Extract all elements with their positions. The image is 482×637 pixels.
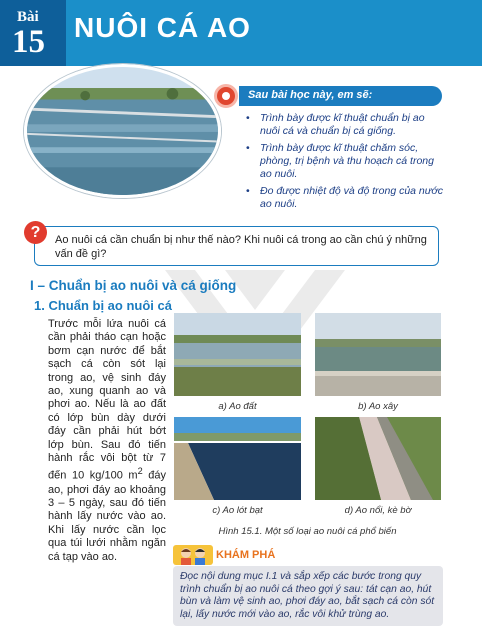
lesson-number: 15 [12, 24, 45, 60]
objective-item: • Đo được nhiệt độ và độ trong của nước ao nuôi. [246, 185, 444, 211]
hero-fish-pond-photo [24, 64, 221, 198]
figure-d-caption: d) Ao nổi, kè bờ [344, 505, 412, 516]
figure-b-caption: b) Ao xây [358, 401, 398, 412]
target-icon [214, 84, 238, 108]
explore-task-text: Đọc nội dung mục I.1 và sắp xếp các bước trong quy trình chuẩn bị ao nuôi cá theo gợi ý sau: tát cạn ao, hút bùn và làm vệ sinh ao, phơi đáy ao, bắt sạch cá còn sót lại, lấy nước mới vào ao, rắc vôi khử trùng ao. [180, 571, 435, 620]
objectives-list [246, 112, 444, 215]
unit-superscript: 2 [137, 466, 143, 477]
question-mark-icon: ? [24, 221, 47, 244]
body-text-part-1: Trước mỗi lứa nuôi cá cần phải tháo cạn hoặc bơm cạn nước để bắt sạch cá còn sót lại trong ao, vệ sinh đáy ao, xung quanh ao và phơi ao. Nếu là ao đất có lớp bùn dày dưới đáy cần phải hút bớt lớp bùn. Sau đó tiến hành rắc vôi bột từ 7 đến 10 kg/100 m [48, 318, 166, 483]
explore-label: KHÁM PHÁ [216, 549, 276, 561]
body-text-part-2: đáy ao, phơi đáy ao khoảng 3 – 5 ngày, sau đó tiến hành lấy nước vào ao. Khi lấy nước cần lọc qua túi lưới nhằm ngăn cá tạp vào ao. [48, 470, 167, 563]
objectives-heading-bar [239, 86, 442, 106]
subsection-heading: 1. Chuẩn bị ao nuôi cá [34, 298, 172, 313]
figure-c-caption: c) Ao lót bạt [212, 505, 263, 516]
figure-concrete-pond-photo [315, 313, 441, 396]
figure-raised-embankment-pond-photo [315, 417, 441, 500]
figure-lined-pond-photo [174, 417, 301, 500]
question-text: Ao nuôi cá cần chuẩn bị như thế nào? Khi nuôi cá trong ao cần chú ý những vấn đề gì? [55, 234, 427, 260]
body-paragraph [48, 318, 166, 564]
lesson-title: NUÔI CÁ AO [74, 12, 251, 43]
figure-earthen-pond-photo [174, 313, 301, 396]
objectives-heading: Sau bài học này, em sẽ: [248, 89, 373, 101]
objective-item: • Trình bày được kĩ thuật chuẩn bị ao nuôi cá và chuẩn bị cá giống. [246, 112, 444, 138]
objective-item: • Trình bày được kĩ thuật chăm sóc, phòng, trị bệnh và thu hoạch cá trong ao nuôi. [246, 142, 444, 181]
figure-caption: Hình 15.1. Một số loại ao nuôi cá phổ biến [218, 526, 397, 537]
explore-students-icon [173, 545, 213, 565]
lesson-word: Bài [17, 9, 39, 25]
figure-a-caption: a) Ao đất [218, 401, 257, 412]
section-heading: I – Chuẩn bị ao nuôi và cá giống [30, 278, 237, 293]
explore-task-box [173, 566, 443, 626]
